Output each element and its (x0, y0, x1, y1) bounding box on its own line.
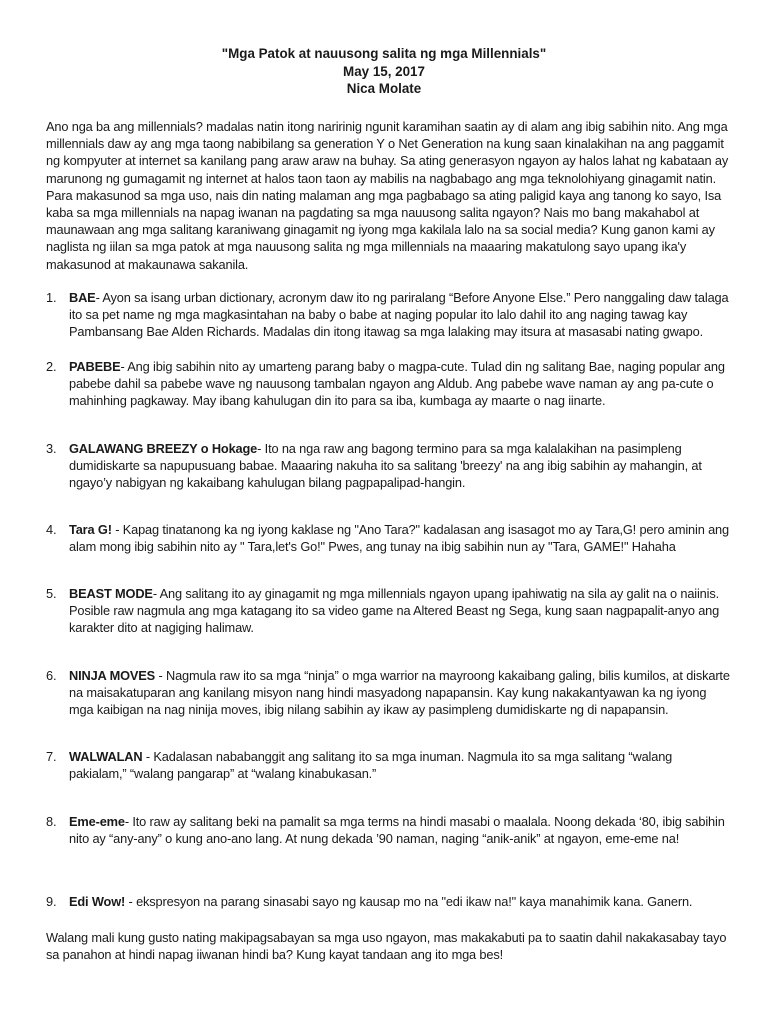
list-item-content (69, 521, 732, 555)
list-item (46, 667, 732, 719)
list-item (46, 585, 732, 637)
list-item-text: - Ang ibig sabihin nito ay umarteng parang baby o magpa-cute. Tulad din ng salitang Bae, naging popular ang pabebe dahil sa pabebe wave ng nauusong tambalan ngayon ang Aldub. Ang pabebe wave naman ay ang pa-cute o mahinhing pagkaway. May ibang kahulugan din ito para sa iba, kumbaga ay maarte o nag iinarte. (69, 359, 725, 409)
list-item-text: - Ang salitang ito ay ginagamit ng mga millennials ngayon upang ipahiwatig na sila ay galit na o naiinis. Posible raw nagmula ang mga katagang ito sa video game na Altered Beast ng Sega, kung saan nagpapalit-anyo ang karakter dito at nagiging halimaw. (69, 586, 720, 636)
list-item-term: BEAST MODE (69, 586, 153, 601)
list-item-content (69, 358, 732, 410)
list-item (46, 440, 732, 492)
list-item-text: - Kapag tinatanong ka ng iyong kaklase ng "Ano Tara?" kadalasan ang isasagot mo ay Tara,G! pero aminin ang alam mong ibig sabihin nito ay " Tara,let's Go!" Pwes, ang tunay na ibig sabihin nun ay "Tara, GAME!" Hahaha (69, 522, 729, 555)
list-item-number: 2. (46, 359, 57, 374)
list-item-number: 4. (46, 522, 57, 537)
list-item (46, 358, 732, 410)
list-item-term: GALAWANG BREEZY o Hokage (69, 441, 258, 456)
list-item-term: Edi Wow! (69, 894, 126, 909)
list-item-number: 6. (46, 668, 57, 683)
list-item (46, 893, 732, 910)
document-title: "Mga Patok at nauusong salita ng mga Millennials" (221, 46, 547, 61)
list-item-content (69, 440, 732, 492)
closing-paragraph: Walang mali kung gusto nating makipagsabayan sa mga uso ngayon, mas makakabuti pa to saatin dahil nakakasabay tayo sa panahon at hindi napag iiwanan hindi ba? Kung kayat tandaan ang ito mga bes! (46, 930, 727, 963)
list-item-text: - Ayon sa isang urban dictionary, acronym daw ito ng pariralang “Before Anyone Else.” Pero nanggaling daw talaga ito sa pet name ng mga magkasintahan na baby o babe at naging popular ito lalo dahil ito ang naging tawag kay Pambansang Bae Alden Richards. Madalas din itong itawag sa mga lalaking may itsura at masasabi nating gwapo. (69, 290, 729, 340)
list-item (46, 521, 732, 555)
list-item-text: - Nagmula raw ito sa mga “ninja” o mga warrior na mayroong kakaibang galing, bilis kumilos, at diskarte na maisakatuparan ang kanilang misyon nang hindi masyadong napapansin. Kay kung nakakantyawan ka ng iyong mga kaibigan na nag ninija moves, ibig nilang sabihin ay ikaw ay pasimpleng dumidiskarte ng di napapansin. (69, 668, 730, 718)
document-author: Nica Molate (346, 81, 422, 96)
list-item (46, 289, 732, 341)
list-item-text: - Ito na nga raw ang bagong termino para sa mga kalalakihan na pasimpleng dumidiskarte sa napupusuang babae. Maaaring nakuha ito sa salitang 'breezy' na ang ibig sabihin ay mahangin, at ngayo’y nabigyan ng kakaibang kahulugan bilang pagpapalipad-hangin. (69, 441, 702, 491)
list-item (46, 748, 732, 782)
list-item-content (69, 748, 732, 782)
list-item-content (69, 585, 732, 637)
list-item-number: 8. (46, 814, 57, 829)
list-item (46, 813, 732, 847)
list-item-content (69, 893, 732, 910)
list-item-number: 7. (46, 749, 57, 764)
list-item-content (69, 813, 732, 847)
list-item-number: 3. (46, 441, 57, 456)
list-item-content (69, 667, 732, 719)
list-item-text: - ekspresyon na parang sinasabi sayo ng kausap mo na "edi ikaw na!" kaya manahimik kana. Ganern. (125, 894, 693, 909)
list-item-number: 5. (46, 586, 57, 601)
list-item-term: WALWALAN (69, 749, 143, 764)
document-header (0, 45, 768, 98)
list-item-number: 9. (46, 894, 57, 909)
list-item-term: Tara G! (69, 522, 112, 537)
list-item-text: - Kadalasan nababanggit ang salitang ito sa mga inuman. Nagmula ito sa mga salitang “walang pakialam,” “walang pangarap” at “walang kinabukasan.” (69, 749, 673, 782)
list-item-term: Eme-eme (69, 814, 125, 829)
list-item-term: PABEBE (69, 359, 121, 374)
list-item-number: 1. (46, 290, 57, 305)
list-item-term: NINJA MOVES (69, 668, 156, 683)
list-item-content (69, 289, 732, 341)
intro-paragraph: Ano nga ba ang millennials? madalas natin itong naririnig ngunit karamihan saatin ay di alam ang ibig sabihin nito. Ang mga millennials daw ay ang mga taong nabibilang sa generation Y o Net Generation na kung saan kinalakihan na ang paggamit ng kompyuter at internet sa kanilang pang araw araw na buhay. Sa ating generasyon ngayon ay halos lahat ng kabataan ay marunong ng gumagamit ng internet at halos taon taon ay mabilis na nagbabago ang mga teknolohiyang ginagamit natin. Para makasunod sa mga uso, nais din nating malaman ang mga pagbabago sa ating paligid kaya ang tanong ko sayo, Isa kaba sa mga millennials na napag iwanan na pagdating sa mga nauusong salita ngayon? Nais mo bang makahabol at maunawaan ang mga salitang karaniwang ginagamit ng iyong mga kakilala lalo na sa social media? Kung ganon kami ay naglista ng iilan sa mga patok at mga nauusong salita ng mga millennials na maaaring makatulong sayo upang ika'y makasunod at makaunawa sakanila. (46, 119, 729, 272)
list-item-text: - Ito raw ay salitang beki na pamalit sa mga terms na hindi masabi o maalala. Noong dekada ‘80, ibig sabihin nito ay “any-any” o kung ano-ano lang. At nung dekada ’90 naman, naging “anik-anik” at ngayon, eme-eme na! (69, 814, 725, 847)
document-date: May 15, 2017 (343, 63, 425, 79)
list-item-term: BAE (69, 290, 96, 305)
